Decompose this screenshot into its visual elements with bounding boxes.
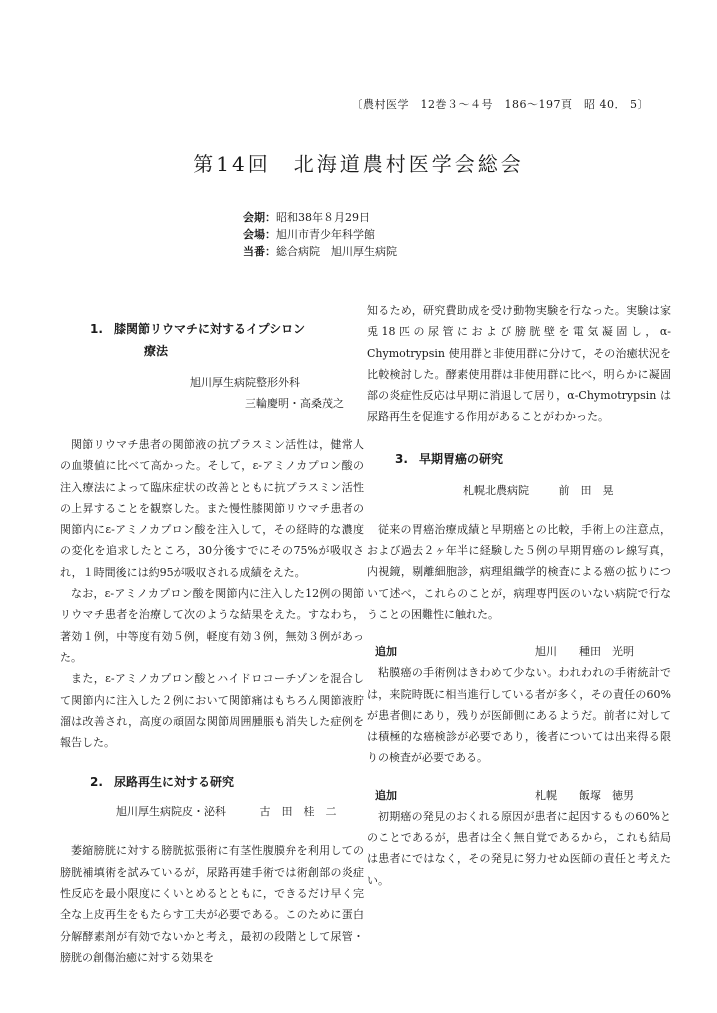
paragraph: 萎縮膀胱に対する膀胱拡張術に有茎性腹膜弁を利用しての膀胱補填術を試みているが，尿路再建手術では術創部の炎症性反応を最小限度にくいとめるとともに，できるだけ早く完全な上皮再生をもたらす工夫が必要である。このために蛋白分解酵素剤が有効でないかと考え，最初の段階として尿管・膀胱の創傷治癒に対する効果を [60,844,364,964]
paragraph: 関節リウマチ患者の関節液の抗プラスミン活性は，健常人の血漿値に比べて高かった。そして，ε-アミノカプロン酸の注入療法によって臨床症状の改善とともに抗プラスミン活性の上昇することを観察した。また慢性膝関節リウマチ患者の関節内にε-アミノカプロン酸を注入して，その経時的な濃度の変化を追求したところ，30分後すでにその75%が吸収され，１時間後には約95が吸収される成績をえた。 [60,438,364,579]
section-3-heading: 3. 早期胃癌の研究 [395,451,504,466]
section-2-heading: 2. 尿路再生に対する研究 [90,775,235,790]
addition-1-body: 粘膜癌の手術例はきわめて少ない。われわれの手術統計では，来院時既に相当進行している者が多く，その責任の60%が患者側にあり，残りが医師側にあるようだ。前者に対しては積極的な癌検診が必要であり，後者については出来得る限りの検査が必要である。 [367,666,671,765]
section-1-authors: 三輪慶明・高桑茂之 [245,397,344,410]
addition-1-heading: 追加 旭川 種田 光明 [375,645,634,659]
section-1-affiliation: 旭川厚生病院整形外科 [190,376,300,389]
section-3-byline: 札幌北農病院 前 田 晃 [463,483,614,497]
paragraph: 従来の胃癌治療成績と早期癌との比較，手術上の注意点，および過去２ヶ年半に経験した５例の早期胃癌のレ線写真，内視鏡，剔離細胞診，病理組織学的検査による癌の拡りについて述べ，これらのことが，病理専門医のいない病院で行なうことの困難性に触れた。 [367,522,671,621]
paragraph: なお，ε-アミノカプロン酸を関節内に注入した12例の関節リウマチ患者を治療して次のような結果をえた。すなわち，著効１例，中等度有効５例，軽度有効３例，無効３例があった。 [60,587,364,664]
left-column [60,300,364,968]
meeting-date: 会期：昭和38年８月29日 [243,211,370,224]
citation-header: 〔農村医学 12巻３～４号 186～197頁 昭 40． 5〕 [351,98,649,111]
section-1-body [60,434,364,753]
meeting-host: 当番：総合病院 旭川厚生病院 [243,245,397,258]
addition-2-heading: 追加 札幌 飯塚 徳男 [375,788,634,802]
meeting-info [243,209,397,260]
paragraph: また，ε-アミノカプロン酸とハイドロコーチゾンを混合して関節内に注入した２例において関節痛はもちろん関節液貯溜は改善され，高度の頑固な関節周囲腫脹も消失した症例を報告した。 [60,672,364,750]
section-2-byline: 旭川厚生病院皮・泌科 古 田 桂 二 [116,805,337,819]
section-2-body [60,840,364,968]
meeting-venue: 会場：旭川市青少年科学館 [243,228,375,241]
section-1-heading: 1. 膝関節リウマチに対するイプシロン 療法 [90,322,306,358]
section-2-continued: 知るため，研究費助成を受け動物実験を行なった。実験は家兎18匹の尿管におよび膀胱壁を電気凝固し，α-Chymotrypsin 使用群と非使用群に分けて，その治癒状況を比較検討した。酵素使用群は非使用群に比べ，明らかに凝固部の炎症性反応は早期に消退して居り，α-Chymotrypsin は尿路再生を促進する作用があることがわかった。 [367,304,671,424]
page-title: 第14回 北海道農村医学会総会 [193,152,524,176]
addition-2-body: 初期癌の発見のおくれる原因が患者に起因するもの60%とのことであるが，患者は全く無自覚であるから，これも結局は患者にではなく，その発見に努力せぬ医師の責任と考えたい。 [367,809,671,887]
right-column [367,300,671,891]
section-3-body [367,519,671,625]
